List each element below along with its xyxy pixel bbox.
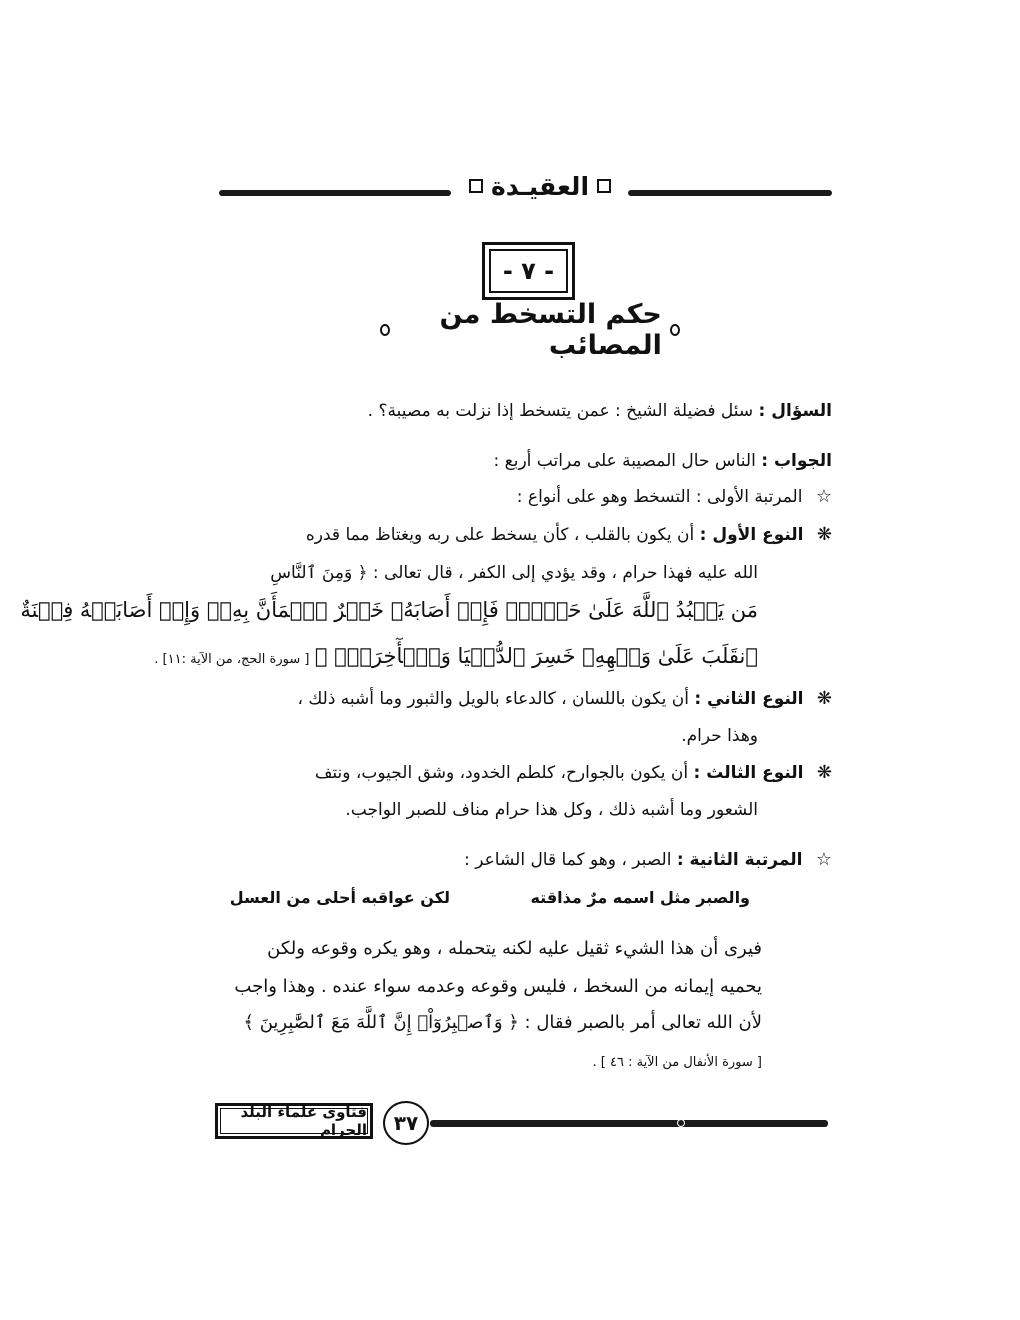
circle-ornament-icon (380, 324, 390, 336)
question-label: السؤال : (758, 401, 832, 421)
level2-label: المرتبة الثانية : (676, 850, 803, 870)
level2-line (464, 849, 832, 870)
level2-text: الصبر ، وهو كما قال الشاعر : (464, 850, 672, 870)
fatwa-number: - ٧ - (489, 249, 568, 293)
type1-text-2: الله عليه فهذا حرام ، وقد يؤدي إلى الكفر ، قال تعالى : ﴿ وَمِنَ ٱلنَّاسِ (270, 563, 758, 583)
type1-label: النوع الأول : (699, 525, 804, 545)
star-bullet-icon: ☆ (815, 486, 832, 507)
type3-line1 (315, 762, 832, 783)
closing-line2 (234, 976, 762, 997)
poem-first-half: والصبر مثل اسمه مرٌ مذاقته (530, 888, 750, 907)
type3-line2 (345, 800, 758, 820)
book-title-box (215, 1103, 373, 1139)
fatwa-title-row (380, 299, 680, 361)
closing-text-2: يحميه إيمانه من السخط ، فليس وقوعه وعدمه سواء عنده . وهذا واجب (234, 976, 762, 997)
type3-text-1: أن يكون بالجوارح، كلطم الخدود، وشق الجيوب، ونتف (314, 763, 689, 783)
header-rule-right (628, 190, 832, 196)
answer-line (494, 451, 832, 471)
level1-line (517, 486, 832, 507)
type2-text-1: أن يكون باللسان ، كالدعاء بالويل والثبور وما أشبه ذلك ، (297, 689, 689, 709)
fatwa-title: حكم التسخط من المصائب (439, 299, 662, 361)
type2-line1 (297, 688, 832, 709)
type1-reference: [ سورة الحج، من الآية :١١] . (154, 652, 310, 667)
type2-text-2: وهذا حرام. (681, 726, 758, 746)
type1-line1 (306, 524, 832, 545)
asterisk-bullet-icon: ❋ (816, 762, 832, 783)
type1-quran-line (20, 598, 758, 622)
page-number: ٣٧ (383, 1101, 429, 1145)
type1-text-4: ٱنقَلَبَ عَلَىٰ وَجۡهِهِۦ خَسِرَ ٱلدُّنۡيَا وَٱلۡأٓخِرَةَۚ ﴾ (314, 644, 758, 668)
square-ornament-icon (469, 179, 483, 193)
answer-text: الناس حال المصيبة على مراتب أربع : (493, 451, 756, 471)
square-ornament-icon (597, 179, 611, 193)
asterisk-bullet-icon: ❋ (816, 524, 832, 545)
closing-text-1: فيرى أن هذا الشيء ثقيل عليه لكنه يتحمله ، وهو يكره وقوعه ولكن (267, 938, 762, 959)
closing-line3 (243, 1012, 762, 1033)
type3-label: النوع الثالث : (693, 763, 804, 783)
section-header (455, 168, 625, 204)
closing-text-3: لأن الله تعالى أمر بالصبر فقال : ﴿ وَٱصۡبِرُوٓاْۚ إِنَّ ٱللَّهَ مَعَ ٱلصَّٰبِرِينَ ﴾ (243, 1012, 762, 1033)
star-bullet-icon: ☆ (815, 849, 832, 870)
type1-text-1: أن يكون بالقلب ، كأن يسخط على ربه ويغتاظ مما قدره (305, 525, 695, 545)
footer-rule (430, 1120, 828, 1127)
circle-ornament-icon (670, 324, 680, 336)
question-line (368, 401, 832, 421)
header-rule-left (219, 190, 451, 196)
poem-second-half: لكن عواقبه أحلى من العسل (229, 888, 450, 907)
type1-line4 (154, 644, 758, 668)
closing-line1 (267, 938, 762, 959)
answer-label: الجواب : (761, 451, 832, 471)
footer-dot-ornament (677, 1119, 685, 1127)
type1-text-3: مَن يَعۡبُدُ ٱللَّهَ عَلَىٰ حَرۡفٖۖ فَإِنۡ أَصَابَهُۥ خَيۡرٌ ٱطۡمَأَنَّ بِهِۦۖ وَإِنۡ أَصَابَتۡهُ فِتۡنَةٌ (20, 598, 758, 622)
type2-label: النوع الثاني : (694, 689, 804, 709)
question-text: سئل فضيلة الشيخ : عمن يتسخط إذا نزلت به مصيبة؟ . (367, 401, 754, 421)
section-title: العقيـدة (491, 171, 590, 201)
type1-line2 (270, 562, 758, 583)
fatwa-number-box (482, 242, 575, 300)
level1-text: المرتبة الأولى : التسخط وهو على أنواع : (516, 487, 803, 507)
type2-line2 (681, 726, 758, 746)
book-title: فتاوى علماء البلد الحرام (220, 1108, 368, 1134)
type3-text-2: الشعور وما أشبه ذلك ، وكل هذا حرام مناف للصبر الواجب. (345, 800, 758, 820)
closing-reference: [ سورة الأنفال من الآية : ٤٦ ] . (592, 1055, 762, 1070)
asterisk-bullet-icon: ❋ (816, 688, 832, 709)
